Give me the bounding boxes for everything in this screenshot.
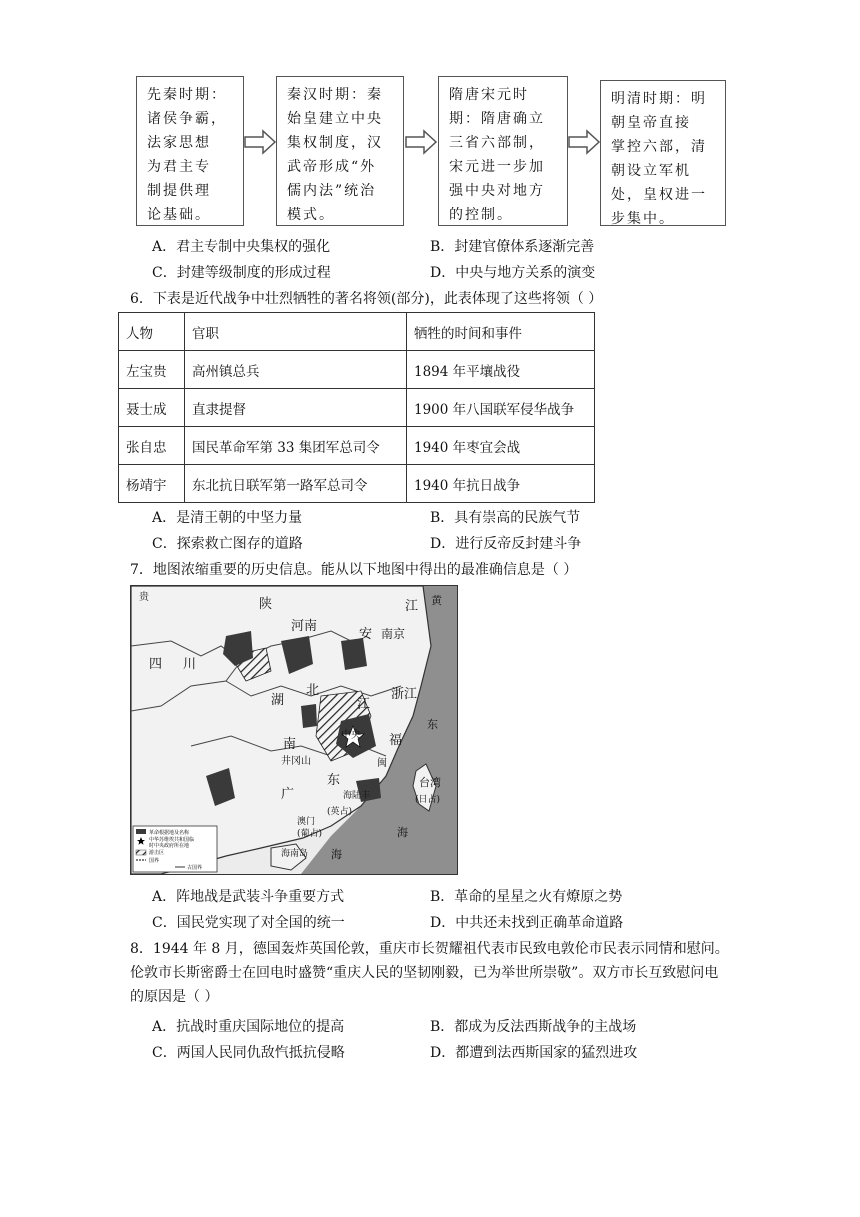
- map-label: 浙江: [391, 687, 418, 702]
- q7-historical-map: [130, 585, 458, 875]
- q7-option-a[interactable]: A．阵地战是武装斗争重要方式: [152, 889, 345, 905]
- table-cell: 杨靖宇: [119, 465, 185, 503]
- q8-option-c[interactable]: C．两国人民同仇敌忾抵抗侵略: [152, 1045, 345, 1061]
- table-cell: 1900 年八国联军侵华战争: [407, 389, 595, 427]
- map-label: 井冈山: [281, 756, 311, 767]
- legend-label: 古国界: [187, 865, 203, 871]
- map-label: 陕: [259, 597, 273, 612]
- flow-box-text: 明清时期：明 朝皇帝直接 掌控六部，清 朝设立军机 处，皇权进一 步集中。: [611, 91, 707, 227]
- flow-box-ming-qing: [600, 80, 726, 226]
- map-label: 中央: [341, 730, 361, 741]
- table-cell: 高州镇总兵: [185, 351, 407, 389]
- q6-table: [118, 312, 595, 503]
- q5-option-c[interactable]: C．封建等级制度的形成过程: [152, 265, 331, 281]
- q8-option-d[interactable]: D．都遭到法西斯国家的猛烈进攻: [430, 1045, 638, 1061]
- map-label: 黄: [431, 594, 442, 607]
- map-label: 江: [357, 697, 371, 712]
- table-cell: 东北抗日联军第一路军总司令: [185, 465, 407, 503]
- map-label: 海南岛: [281, 849, 309, 859]
- map-label: 湖: [271, 693, 285, 708]
- map-label: 东: [427, 718, 438, 731]
- legend-label: 中华苏维埃共和国临: [149, 837, 195, 843]
- right-arrow-icon: [243, 128, 277, 156]
- table-row: [119, 465, 595, 503]
- q7-stem: 7．地图浓缩重要的历史信息。能从以下地图中得出的最准确信息是（ ）: [130, 562, 578, 578]
- table-cell: 国民革命军第 33 集团军总司令: [185, 427, 407, 465]
- q5-option-b[interactable]: B．封建官僚体系逐渐完善: [430, 239, 595, 255]
- map-label: 台湾: [419, 776, 441, 789]
- map-image: [131, 586, 457, 874]
- table-cell: 1940 年枣宜会战: [407, 427, 595, 465]
- legend-label: 国界: [149, 858, 160, 864]
- table-header-row: [119, 313, 595, 351]
- q6-option-c[interactable]: C．探索救亡图存的道路: [152, 536, 303, 552]
- q6-option-b[interactable]: B．具有崇高的民族气节: [430, 510, 581, 526]
- table-header-cell: 官职: [185, 313, 407, 351]
- flow-box-text: 秦汉时期：秦 始皇建立中央 集权制度，汉 武帝形成“外 儒内法”统治 模式。: [287, 87, 383, 223]
- map-label: (日占): [415, 795, 441, 805]
- q8-stem: 8．1944 年 8 月，德国轰炸英国伦敦，重庆市长贺耀祖代表市民致电敦伦市民表示同情和慰问。伦敦市长斯密爵士在回电时盛赞“重庆人民的坚韧刚毅，已为举世所崇敬”。双方市长互致慰问电的原因是（ ）: [130, 941, 729, 1005]
- map-label: 河南: [291, 619, 318, 634]
- right-arrow-icon: [404, 128, 438, 156]
- map-label: 海: [397, 826, 408, 839]
- legend-label: 革命根据地及名称: [149, 830, 190, 836]
- legend-label: 时中央政府所在地: [149, 843, 190, 849]
- table-row: [119, 389, 595, 427]
- table-cell: 1940 年抗日战争: [407, 465, 595, 503]
- map-label: 川: [183, 657, 197, 672]
- flow-box-qin-han: [276, 76, 404, 226]
- legend-label: 游击区: [149, 850, 165, 856]
- q7-option-c[interactable]: C．国民党实现了对全国的统一: [152, 915, 345, 931]
- flow-box-sui-tang: [438, 76, 568, 226]
- map-label: 南: [283, 737, 297, 752]
- q6-stem: 6．下表是近代战争中壮烈牺牲的著名将领(部分)，此表体现了这些将领（ ）: [130, 291, 603, 307]
- table-row: [119, 427, 595, 465]
- q6-option-a[interactable]: A．是清王朝的中坚力量: [152, 510, 303, 526]
- map-label: 四: [149, 657, 163, 672]
- map-label: (英占): [327, 807, 353, 817]
- map-label: 广: [281, 787, 295, 802]
- table-header-cell: 牺牲的时间和事件: [407, 313, 595, 351]
- q6-option-d[interactable]: D．进行反帝反封建斗争: [430, 536, 582, 552]
- map-label: 北: [306, 683, 320, 698]
- map-label: 江: [405, 599, 419, 614]
- map-label: 安: [359, 627, 373, 642]
- q8-option-b[interactable]: B．都成为反法西斯战争的主战场: [430, 1019, 637, 1035]
- q7-option-b[interactable]: B．革命的星星之火有燎原之势: [430, 889, 623, 905]
- map-label: 闽: [377, 758, 387, 769]
- flow-box-pre-qin: [136, 76, 244, 226]
- table-row: [119, 351, 595, 389]
- table-cell: 左宝贵: [119, 351, 185, 389]
- table-header-cell: 人物: [119, 313, 185, 351]
- map-label: 澳门: [297, 817, 316, 827]
- table-cell: 直隶提督: [185, 389, 407, 427]
- map-label: (葡占): [297, 829, 323, 839]
- flow-box-text: 隋唐宋元时 期：隋唐确立 三省六部制， 宋元进一步加 强中央对地方 的控制。: [449, 87, 545, 223]
- right-arrow-icon: [567, 128, 601, 156]
- map-label: 海: [331, 848, 342, 861]
- flow-box-text: 先秦时期： 诸侯争霸， 法家思想 为君主专 制提供理 论基础。: [147, 87, 227, 223]
- q5-flowchart: [0, 76, 860, 228]
- q7-option-d[interactable]: D．中共还未找到正确革命道路: [430, 915, 624, 931]
- q8-option-a[interactable]: A．抗战时重庆国际地位的提高: [152, 1019, 345, 1035]
- q5-option-d[interactable]: D．中央与地方关系的演变: [430, 265, 596, 281]
- table-cell: 聂士成: [119, 389, 185, 427]
- map-label: 海陆丰: [343, 791, 371, 801]
- map-label: 东: [327, 773, 341, 788]
- table-cell: 张自忠: [119, 427, 185, 465]
- table-cell: 1894 年平壤战役: [407, 351, 595, 389]
- map-legend: [133, 826, 217, 872]
- map-label: 贵: [139, 592, 149, 603]
- q5-option-a[interactable]: A．君主专制中央集权的强化: [152, 239, 331, 255]
- map-label: 福: [389, 733, 403, 748]
- map-label: 南京: [381, 627, 406, 641]
